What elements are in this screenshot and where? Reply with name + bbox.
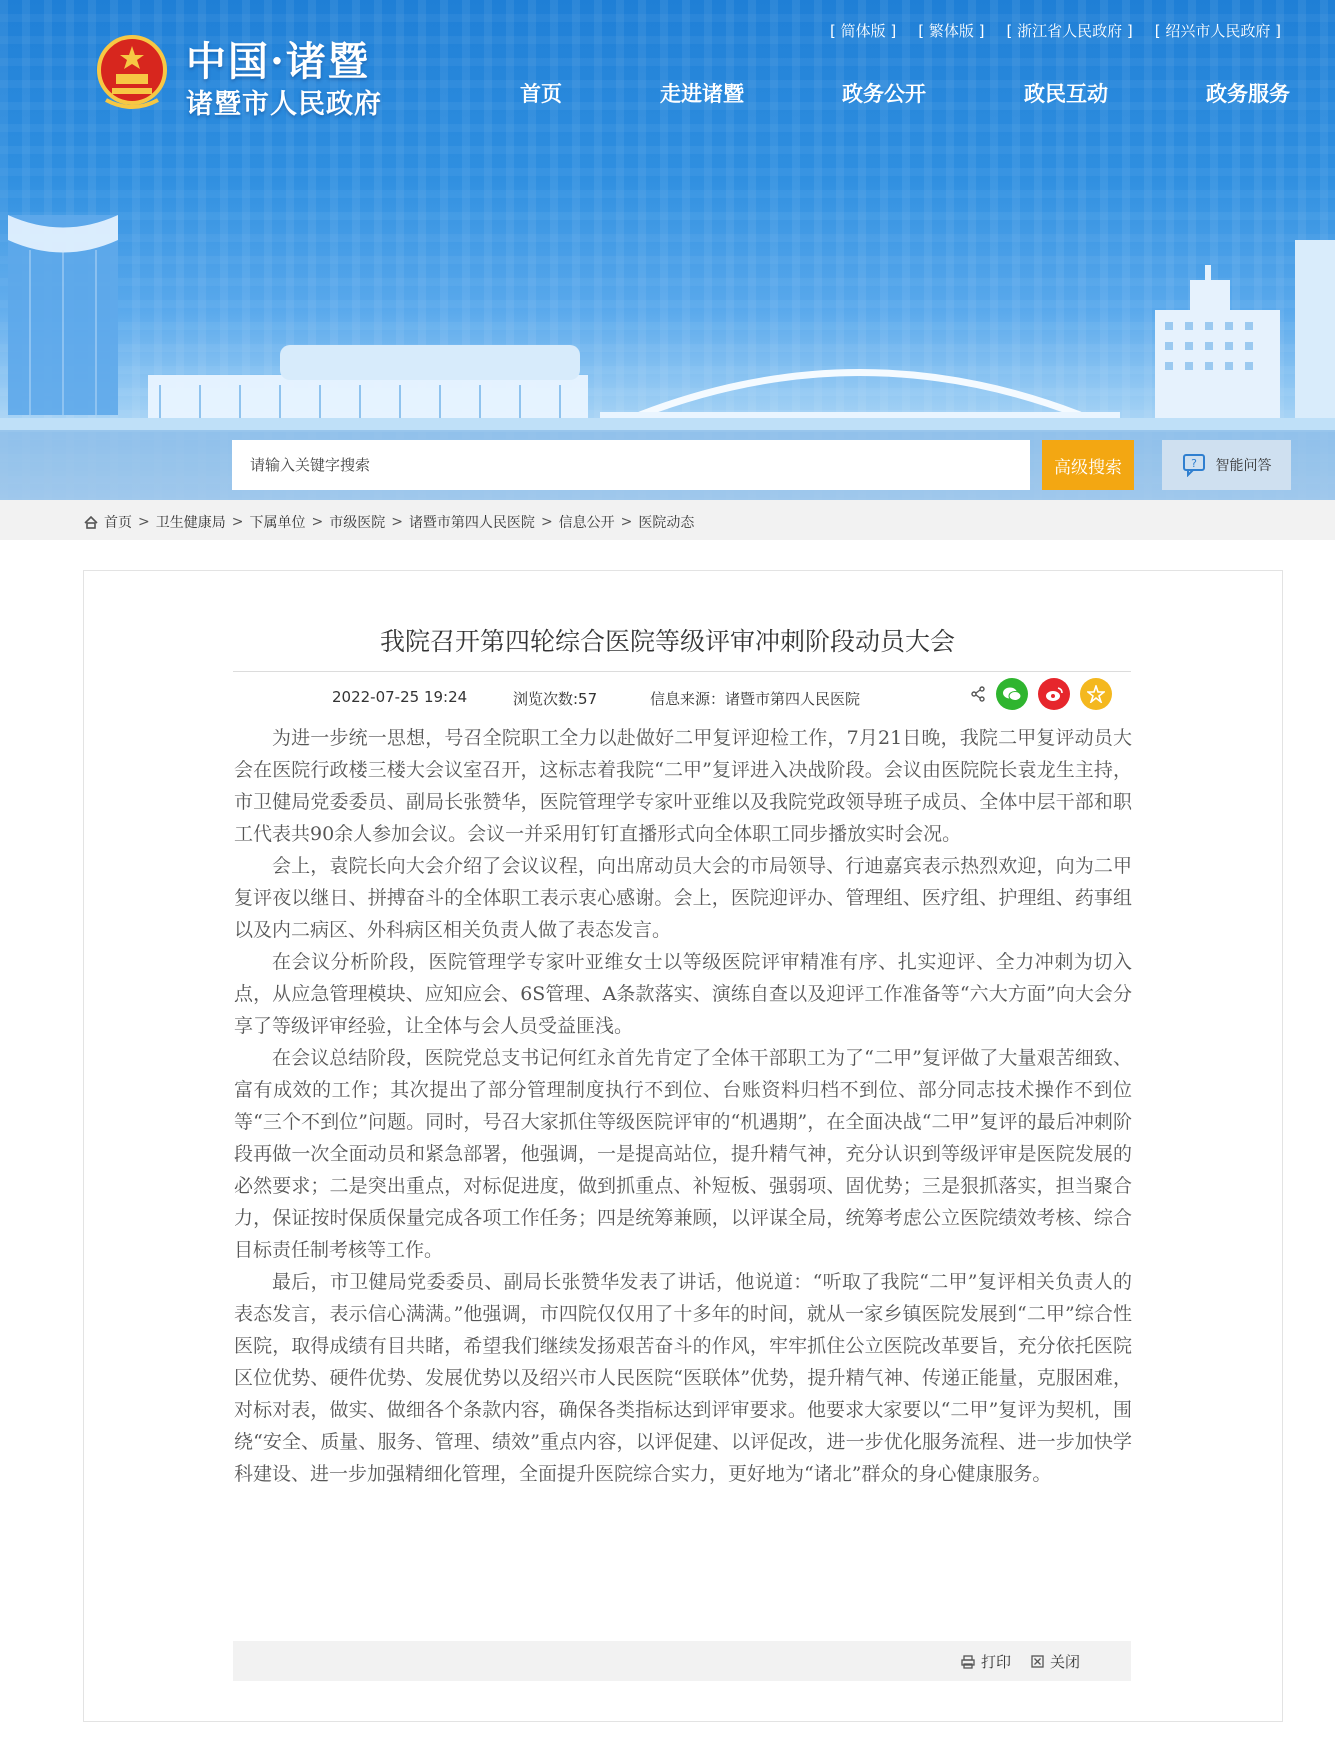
nav-services[interactable]: 政务服务 bbox=[1206, 82, 1290, 106]
article-actions bbox=[961, 1651, 1080, 1672]
breadcrumb-fourth-hospital[interactable]: 诸暨市第四人民医院 bbox=[408, 515, 535, 531]
share-icon[interactable] bbox=[970, 686, 986, 702]
smart-qa-label: 智能问答 bbox=[1215, 458, 1272, 474]
nav-about-zhuji[interactable]: 走进诸暨 bbox=[660, 82, 744, 106]
search-input[interactable] bbox=[232, 440, 1030, 490]
nav-gov-affairs[interactable]: 政务公开 bbox=[842, 82, 926, 106]
link-zhejiang-gov[interactable]: [ 浙江省人民政府 ] bbox=[1006, 22, 1133, 40]
info-source: 信息来源：诸暨市第四人民医院 bbox=[650, 690, 861, 708]
breadcrumb: 首页 > 卫生健康局 > 下属单位 > 市级医院 > 诸暨市第四人民医院 > 信息公开 > 医院动态 bbox=[84, 512, 694, 532]
breadcrumb-subordinate[interactable]: 下属单位 bbox=[249, 515, 306, 531]
close-label: 关闭 bbox=[1049, 1653, 1080, 1671]
close-icon bbox=[1031, 1655, 1044, 1668]
printer-icon bbox=[961, 1655, 975, 1669]
smart-qa-button[interactable] bbox=[1162, 440, 1291, 490]
main-nav bbox=[520, 78, 1290, 108]
favorite-star-icon[interactable] bbox=[1080, 678, 1112, 710]
home-icon bbox=[84, 516, 98, 529]
breadcrumb-home[interactable]: 首页 bbox=[104, 515, 132, 531]
article-paragraph: 会上，袁院长向大会介绍了会议议程，向出席动员大会的市局领导、行迪嘉宾表示热烈欢迎，向为二甲复评夜以继日、拼搏奋斗的全体职工表示衷心感谢。会上，医院迎评办、管理组、医疗组、护理组、药事组以及内二病区、外科病区相关负责人做了表态发言。 bbox=[234, 855, 1132, 941]
site-logo-title[interactable]: 中国·诸暨 bbox=[186, 38, 370, 85]
breadcrumb-info-public[interactable]: 信息公开 bbox=[558, 515, 615, 531]
link-shaoxing-gov[interactable]: [ 绍兴市人民政府 ] bbox=[1154, 22, 1281, 40]
nav-interaction[interactable]: 政民互动 bbox=[1024, 82, 1108, 106]
svg-text:?: ? bbox=[1190, 457, 1197, 470]
breadcrumb-city-hospitals[interactable]: 市级医院 bbox=[329, 515, 386, 531]
close-button[interactable] bbox=[1031, 1651, 1080, 1672]
article-title: 我院召开第四轮综合医院等级评审冲刺阶段动员大会 bbox=[379, 627, 955, 656]
top-links bbox=[830, 20, 1281, 41]
share-bar bbox=[970, 678, 1112, 710]
publish-date: 2022-07-25 19:24 bbox=[332, 688, 468, 706]
wechat-share-icon[interactable] bbox=[996, 678, 1028, 710]
article-paragraph: 在会议分析阶段，医院管理学专家叶亚维女士以等级医院评审精准有序、扎实迎评、全力冲刺为切入点，从应急管理模块、应知应会、6S管理、A条款落实、演练自查以及迎评工作准备等“六大方面”向大会分享了等级评审经验，让全体与会人员受益匪浅。 bbox=[234, 951, 1132, 1037]
article-paragraph: 为进一步统一思想，号召全院职工全力以赴做好二甲复评迎检工作，7月21日晚，我院二甲复评动员大会在医院行政楼三楼大会议室召开，这标志着我院“二甲”复评进入决战阶段。会议由医院院长袁龙生主持，市卫健局党委委员、副局长张赞华，医院管理学专家叶亚维以及我院党政领导班子成员、全体中层干部和职工代表共90余人参加会议。会议一并采用钉钉直播形式向全体职工同步播放实时会况。 bbox=[234, 727, 1132, 845]
title-divider bbox=[233, 671, 1131, 672]
advanced-search-button[interactable]: 高级搜索 bbox=[1042, 440, 1134, 490]
nav-home[interactable]: 首页 bbox=[520, 82, 562, 106]
weibo-share-icon[interactable] bbox=[1038, 678, 1070, 710]
breadcrumb-hospital-news[interactable]: 医院动态 bbox=[638, 515, 695, 531]
breadcrumb-health-bureau[interactable]: 卫生健康局 bbox=[155, 515, 226, 531]
article-body bbox=[234, 722, 1132, 1490]
view-count: 浏览次数:57 bbox=[513, 690, 598, 708]
header-banner bbox=[0, 0, 1335, 500]
chat-question-icon bbox=[1182, 453, 1208, 477]
article-paragraph: 最后，市卫健局党委委员、副局长张赞华发表了讲话，他说道：“听取了我院“二甲”复评相关负责人的表态发言，表示信心满满。”他强调，市四院仅仅用了十多年的时间，就从一家乡镇医院发展到“二甲”综合性医院，取得成绩有目共睹，希望我们继续发扬艰苦奋斗的作风，牢牢抓住公立医院改革要旨，充分依托医院区位优势、硬件优势、发展优势以及绍兴市人民医院“医联体”优势，提升精气神、传递正能量，克服困难，对标对表，做实、做细各个条款内容，确保各类指标达到评审要求。他要求大家要以“二甲”复评为契机，围绕“安全、质量、服务、管理、绩效”重点内容，以评促建、以评促改，进一步优化服务流程、进一步加快学科建设、进一步加强精细化管理，全面提升医院综合实力，更好地为“诸北”群众的身心健康服务。 bbox=[234, 1271, 1132, 1485]
site-logo-subtitle[interactable]: 诸暨市人民政府 bbox=[186, 89, 382, 120]
article-paragraph: 在会议总结阶段，医院党总支书记何红永首先肯定了全体干部职工为了“二甲”复评做了大量艰苦细致、富有成效的工作；其次提出了部分管理制度执行不到位、台账资料归档不到位、部分同志技术操作不到位等“三个不到位”问题。同时，号召大家抓住等级医院评审的“机遇期”，在全面决战“二甲”复评的最后冲刺阶段再做一次全面动员和紧急部署，他强调，一是提高站位，提升精气神，充分认识到等级评审是医院发展的必然要求；二是突出重点，对标促进度，做到抓重点、补短板、强弱项、固优势；三是狠抓落实，担当聚合力，保证按时保质保量完成各项工作任务；四是统筹兼顾，以评谋全局，统筹考虑公立医院绩效考核、综合目标责任制考核等工作。 bbox=[234, 1047, 1132, 1261]
national-emblem-icon bbox=[96, 34, 168, 112]
print-button[interactable] bbox=[961, 1651, 1011, 1672]
link-traditional[interactable]: [ 繁体版 ] bbox=[918, 22, 985, 40]
link-simplified[interactable]: [ 简体版 ] bbox=[830, 22, 897, 40]
print-label: 打印 bbox=[980, 1653, 1011, 1671]
